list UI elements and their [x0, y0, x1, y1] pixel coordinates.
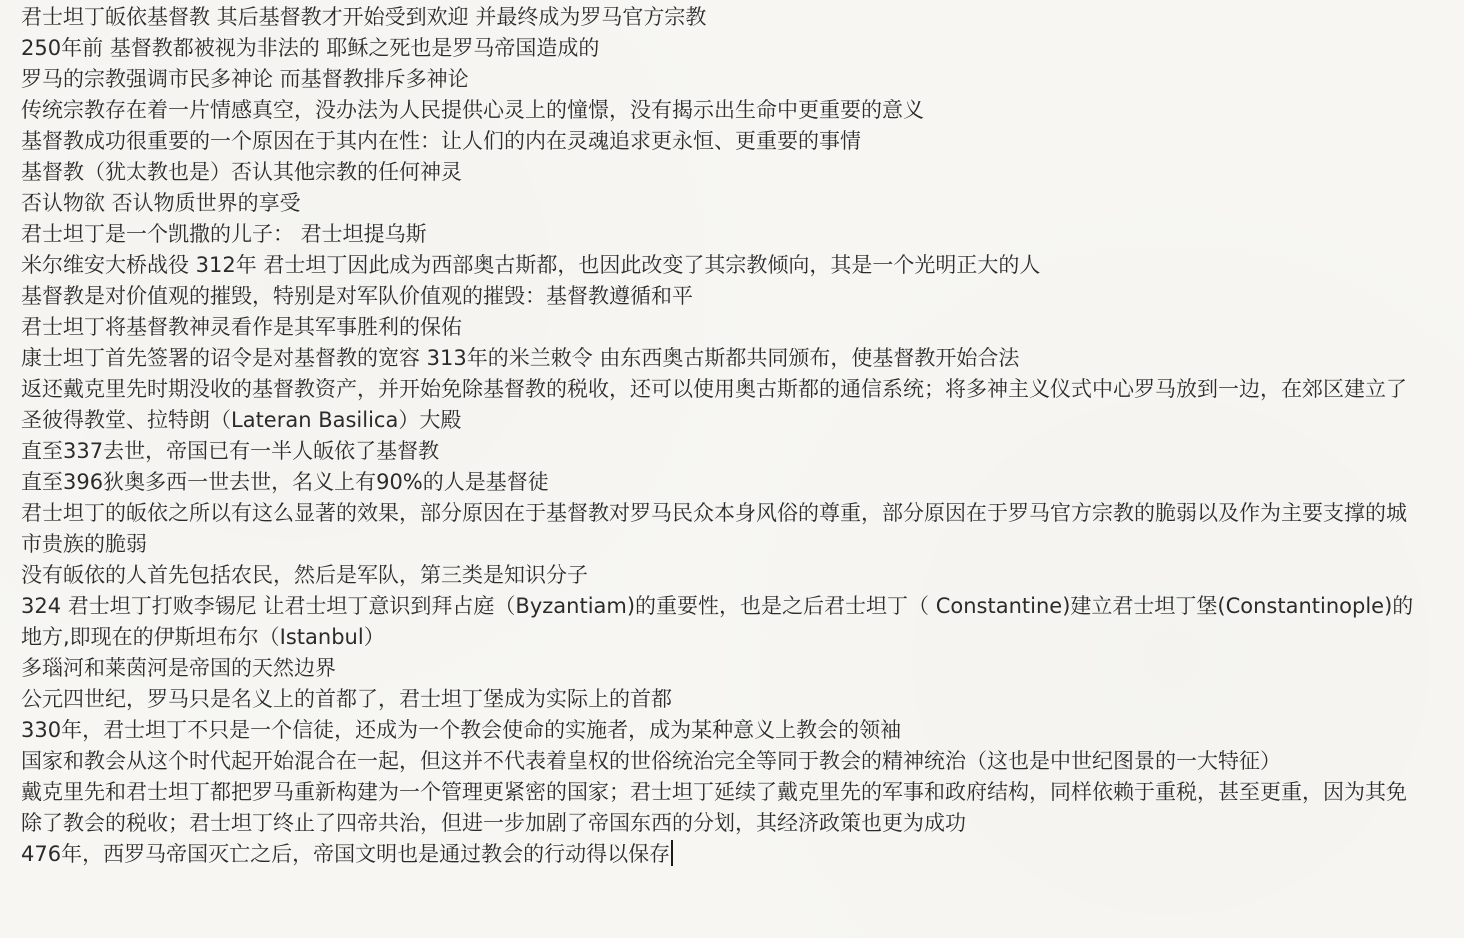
note-line-14: 直至337去世，帝国已有一半人皈依了基督教	[21, 439, 440, 463]
note-line-9: 米尔维安大桥战役 312年 君士坦丁因此成为西部奥古斯都，也因此改变了其宗教倾向，其是一个光明正大的人	[21, 253, 1041, 277]
note-line-21: 330年，君士坦丁不只是一个信徒，还成为一个教会使命的实施者，成为某种意义上教会的领袖	[21, 718, 902, 742]
note-line-5: 基督教成功很重要的一个原因在于其内在性：让人们的内在灵魂追求更永恒、更重要的事情	[21, 129, 861, 153]
note-line-15: 直至396狄奥多西一世去世，名义上有90%的人是基督徒	[21, 470, 549, 494]
note-line-24-text: 476年，西罗马帝国灭亡之后，帝国文明也是通过教会的行动得以保存	[21, 842, 671, 866]
note-text-editor[interactable]	[21, 2, 1424, 870]
note-line-8: 君士坦丁是一个凯撒的儿子： 君士坦提乌斯	[21, 222, 427, 246]
note-line-2: 250年前 基督教都被视为非法的 耶稣之死也是罗马帝国造成的	[21, 36, 600, 60]
note-line-24	[21, 839, 1424, 870]
note-line-1: 君士坦丁皈依基督教 其后基督教才开始受到欢迎 并最终成为罗马官方宗教	[21, 5, 707, 29]
note-line-22: 国家和教会从这个时代起开始混合在一起，但这并不代表着皇权的世俗统治完全等同于教会的精神统治（这也是中世纪图景的一大特征）	[21, 749, 1281, 773]
note-line-20: 公元四世纪，罗马只是名义上的首都了，君士坦丁堡成为实际上的首都	[21, 687, 672, 711]
note-line-7: 否认物欲 否认物质世界的享受	[21, 191, 301, 215]
note-line-6: 基督教（犹太教也是）否认其他宗教的任何神灵	[21, 160, 462, 184]
note-line-23: 戴克里先和君士坦丁都把罗马重新构建为一个管理更紧密的国家；君士坦丁延续了戴克里先的军事和政府结构，同样依赖于重税，甚至更重，因为其免除了教会的税收；君士坦丁终止了四帝共治，但进一步加剧了帝国东西的分划，其经济政策也更为成功	[21, 780, 1407, 835]
note-line-19: 多瑙河和莱茵河是帝国的天然边界	[21, 656, 336, 680]
note-line-12: 康士坦丁首先签署的诏令是对基督教的宽容 313年的米兰敕令 由东西奥古斯都共同颁布，使基督教开始合法	[21, 346, 1020, 370]
note-line-3: 罗马的宗教强调市民多神论 而基督教排斥多神论	[21, 67, 469, 91]
note-line-16: 君士坦丁的皈依之所以有这么显著的效果，部分原因在于基督教对罗马民众本身风俗的尊重，部分原因在于罗马官方宗教的脆弱以及作为主要支撑的城市贵族的脆弱	[21, 501, 1407, 556]
note-line-13: 返还戴克里先时期没收的基督教资产，并开始免除基督教的税收，还可以使用奥古斯都的通信系统；将多神主义仪式中心罗马放到一边，在郊区建立了圣彼得教堂、拉特朗（Lateran Basilica）大殿	[21, 377, 1407, 432]
note-line-10: 基督教是对价值观的摧毁，特别是对军队价值观的摧毁：基督教遵循和平	[21, 284, 693, 308]
note-line-11: 君士坦丁将基督教神灵看作是其军事胜利的保佑	[21, 315, 462, 339]
note-line-17: 没有皈依的人首先包括农民，然后是军队，第三类是知识分子	[21, 563, 588, 587]
note-line-4: 传统宗教存在着一片情感真空，没办法为人民提供心灵上的憧憬，没有揭示出生命中更重要的意义	[21, 98, 924, 122]
text-cursor	[671, 840, 673, 866]
note-line-18: 324 君士坦丁打败李锡尼 让君士坦丁意识到拜占庭（Byzantiam)的重要性，也是之后君士坦丁（ Constantine)建立君士坦丁堡(Constantinople)的地方,即现在的伊斯坦布尔（Istanbul）	[21, 594, 1414, 649]
